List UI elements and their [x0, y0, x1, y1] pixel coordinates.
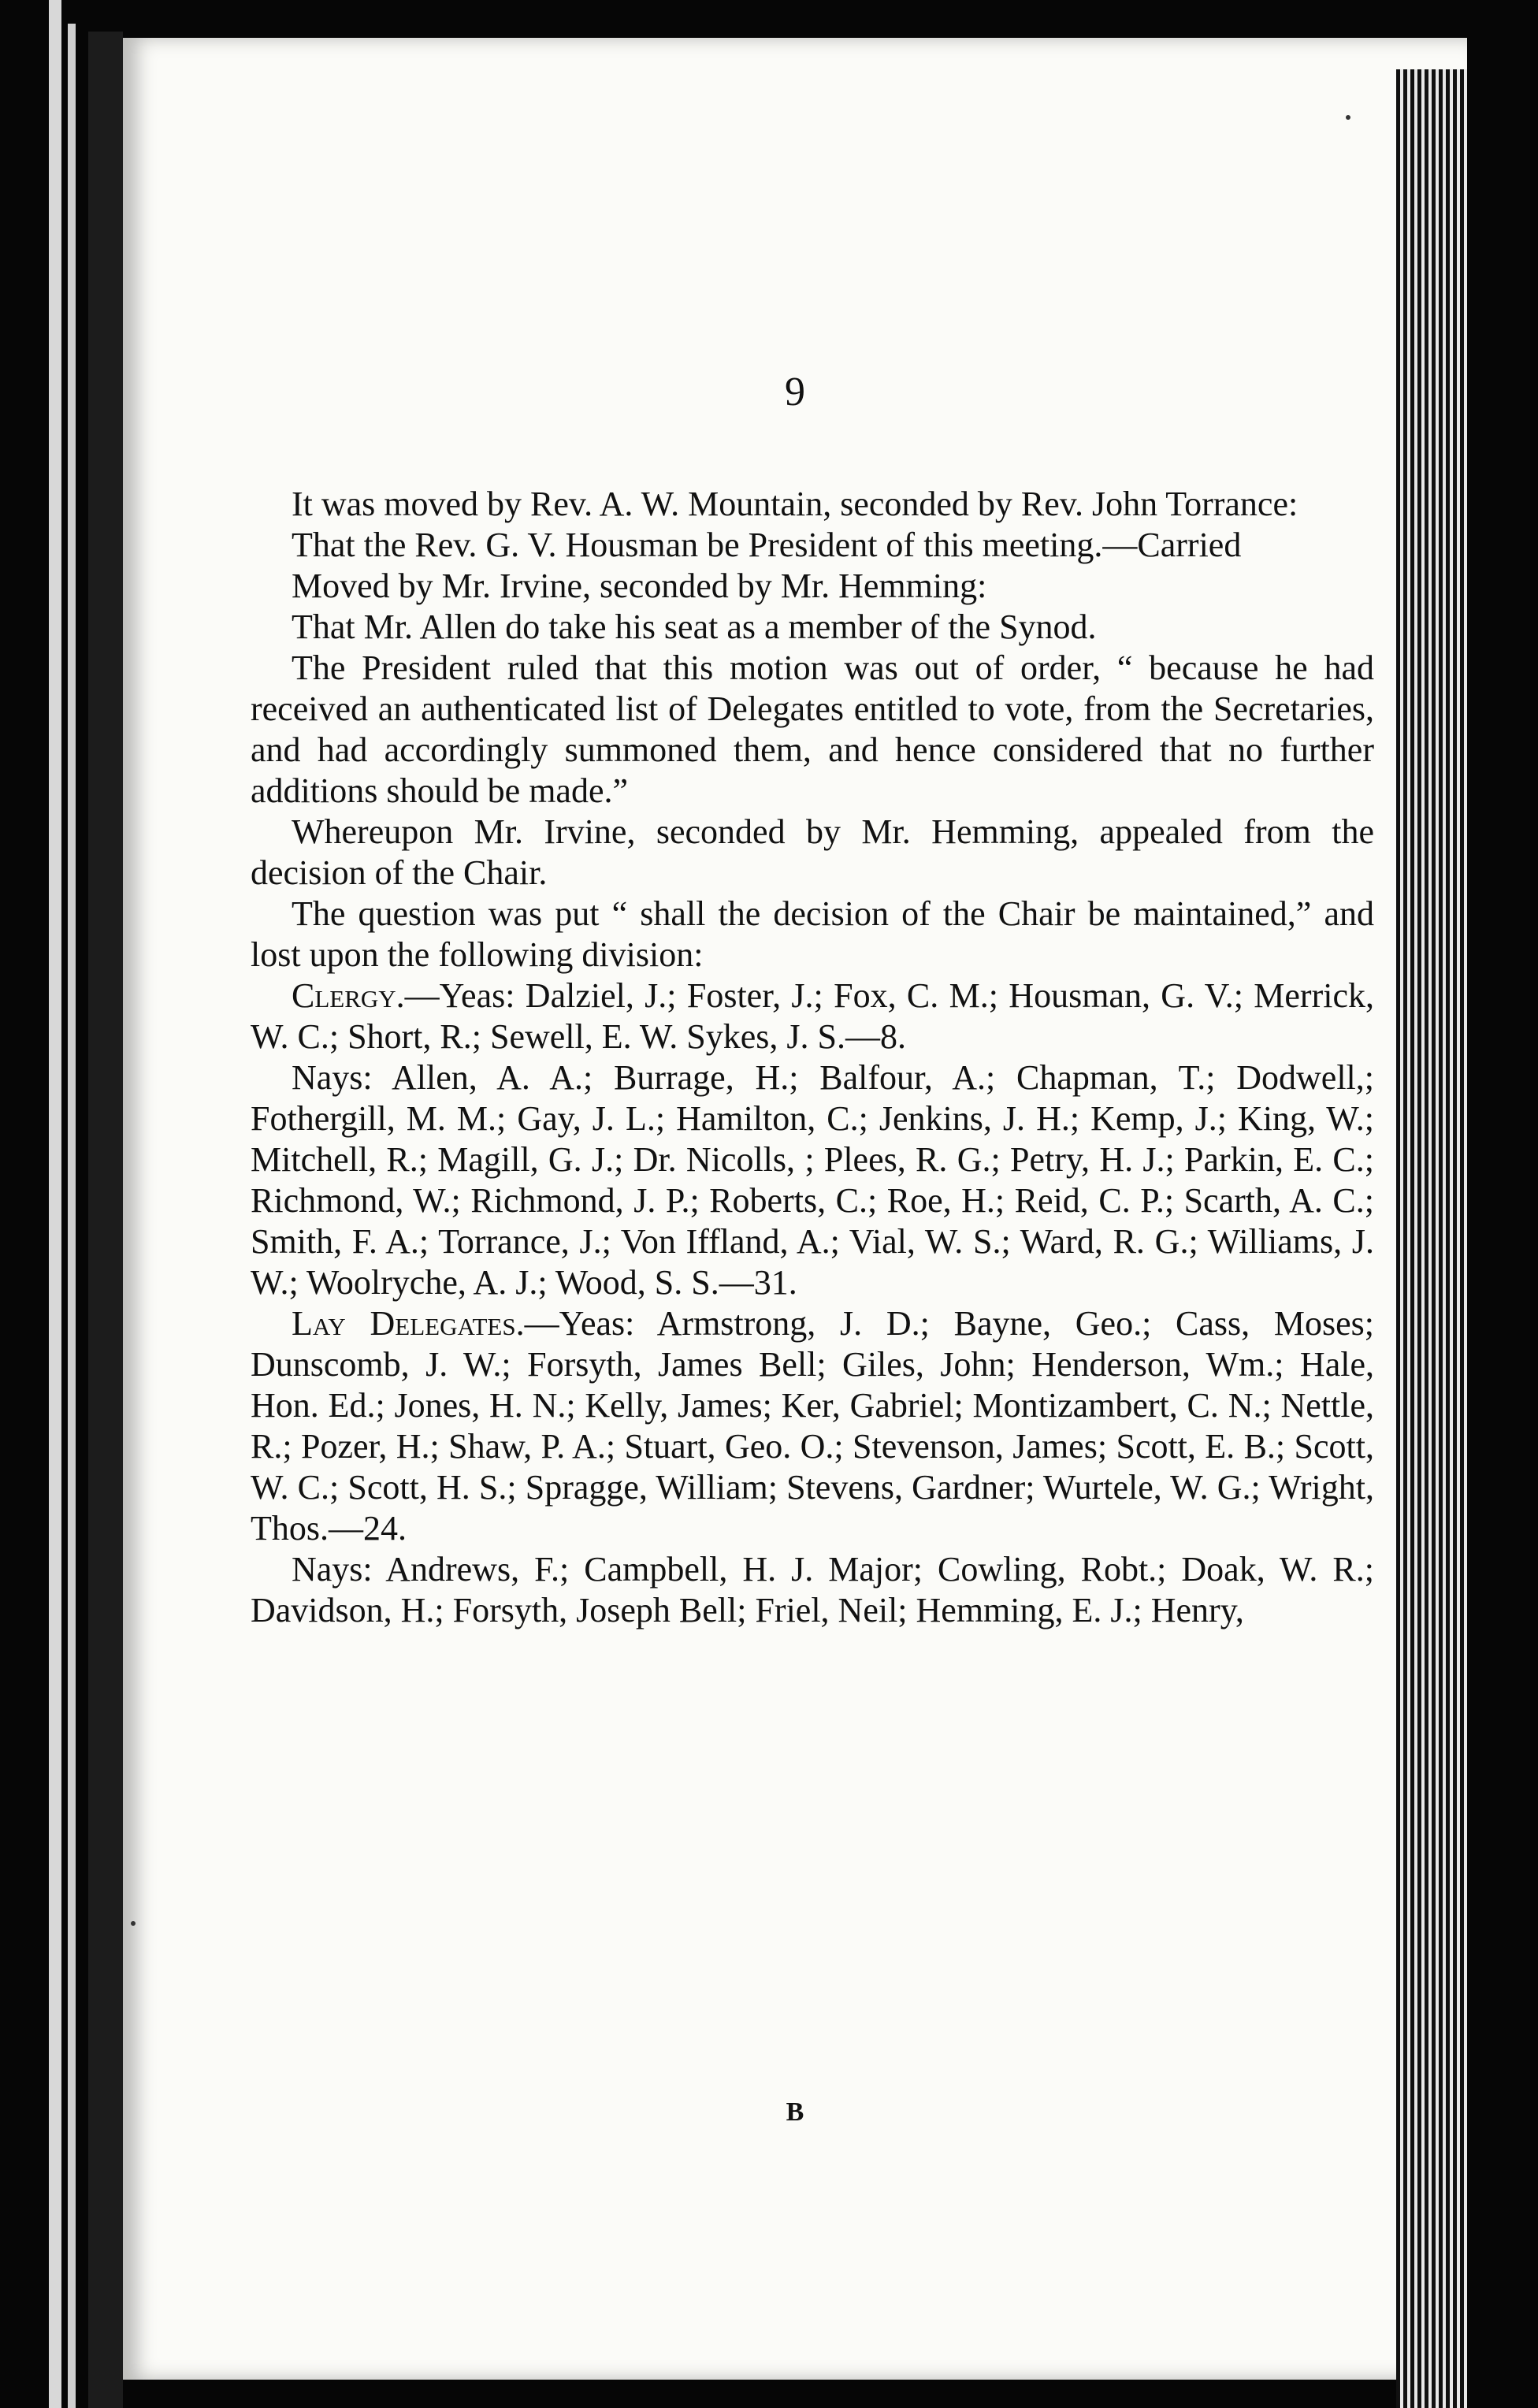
book-binding-strip	[68, 24, 76, 2408]
body-text	[251, 484, 1374, 1631]
paragraph: The question was put “ shall the decision of the Chair be maintained,” and lost upon the following division:	[251, 894, 1374, 974]
lay-delegates-yeas-paragraph: Lay Delegates.—Yeas: Armstrong, J. D.; Bayne, Geo.; Cass, Moses; Dunscomb, J. W.; Forsyth, James Bell; Giles, John; Henderson, Wm.; Hale, Hon. Ed.; Jones, H. N.; Kelly, James; Ker, Gabriel; Montizambert, C. N.; Nettle, R.; Pozer, H.; Shaw, P. A.; Stuart, Geo. O.; Stevenson, James; Scott, E. B.; Scott, W. C.; Scott, H. S.; Spragge, William; Stevens, Gardner; Wurtele, W. G.; Wright, Thos.—24.	[251, 1304, 1374, 1548]
paragraph: Moved by Mr. Irvine, seconded by Mr. Hemming:	[292, 567, 987, 605]
paper-speck	[131, 1921, 136, 1926]
book-page	[123, 38, 1467, 2380]
signature-mark: B	[786, 2098, 804, 2127]
paragraph: It was moved by Rev. A. W. Mountain, seconded by Rev. John Torrance:	[292, 485, 1298, 523]
page-number: 9	[785, 370, 805, 414]
paragraph: Whereupon Mr. Irvine, seconded by Mr. Hemming, appealed from the decision of the Chair.	[251, 812, 1374, 892]
book-gutter-shadow	[88, 32, 123, 2408]
section-label-lay-delegates: Lay Delegates.	[292, 1304, 525, 1343]
paragraph: That Mr. Allen do take his seat as a member of the Synod.	[292, 608, 1097, 646]
page-edges	[1396, 69, 1467, 2408]
paragraph: The President ruled that this motion was out of order, “ because he had received an authenticated list of Delegates entitled to vote, from the Secretaries, and had accordingly summoned them, and hence considered that no further additions should be made.”	[251, 648, 1374, 810]
paragraph: That the Rev. G. V. Housman be President of this meeting.—Carried	[292, 526, 1242, 564]
section-label-clergy: Clergy.	[292, 976, 405, 1015]
lay-delegates-nays-paragraph: Nays: Andrews, F.; Campbell, H. J. Major; Cowling, Robt.; Doak, W. R.; Davidson, H.; Forsyth, Joseph Bell; Friel, Neil; Hemming, E. J.; Henry,	[251, 1550, 1374, 1629]
clergy-nays-paragraph: Nays: Allen, A. A.; Burrage, H.; Balfour, A.; Chapman, T.; Dodwell,; Fothergill, M. M.; Gay, J. L.; Hamilton, C.; Jenkins, J. H.; Kemp, J.; King, W.; Mitchell, R.; Magill, G. J.; Dr. Nicolls, ; Plees, R. G.; Petry, H. J.; Parkin, E. C.; Richmond, W.; Richmond, J. P.; Roberts, C.; Roe, H.; Reid, C. P.; Scarth, A. C.; Smith, F. A.; Torrance, J.; Von Iffland, A.; Vial, W. S.; Ward, R. G.; Williams, J. W.; Woolryche, A. J.; Wood, S. S.—31.	[251, 1058, 1374, 1302]
clergy-yeas-paragraph: Clergy.—Yeas: Dalziel, J.; Foster, J.; Fox, C. M.; Housman, G. V.; Merrick, W. C.; Short, R.; Sewell, E. W. Sykes, J. S.—8.	[251, 976, 1374, 1056]
paper-speck	[1346, 115, 1350, 120]
book-binding-strip	[49, 0, 61, 2408]
